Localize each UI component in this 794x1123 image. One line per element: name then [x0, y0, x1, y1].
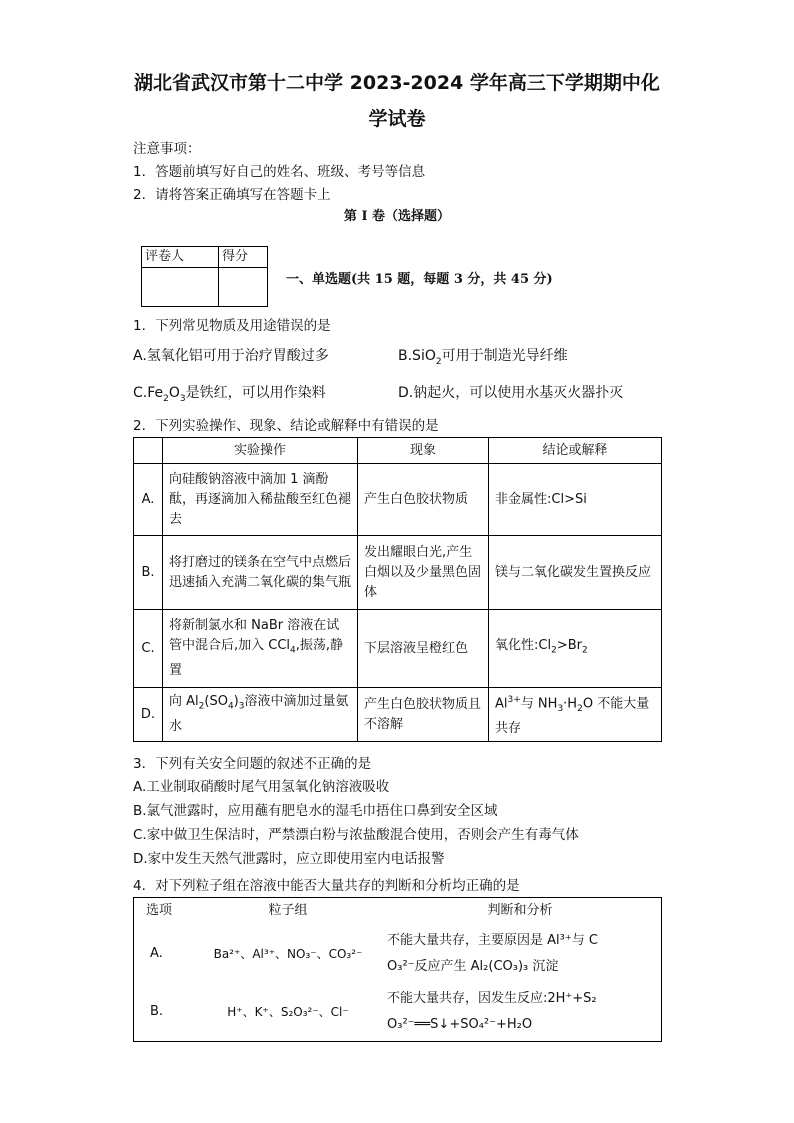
q3-option-b: B.氯气泄露时，应用蘸有肥皂水的湿毛巾捂住口鼻到安全区域 [133, 803, 498, 819]
q1-option-d: D.钠起火，可以使用水基灭火器扑灭 [398, 385, 624, 401]
section-title: 第 I 卷（选择题） [343, 209, 451, 224]
q2-conclusion: $Al^{3+}$与 $NH_3\cdot H_2O$ 不能大量共存 [489, 688, 662, 742]
page-title-line1: 湖北省武汉市第十二中学 2023-2024 学年高三下学期期中化 [134, 72, 660, 94]
q3-option-d: D.家中发生天然气泄露时，应立即使用室内电话报警 [133, 851, 445, 867]
score-col-grader: 评卷人 [142, 247, 219, 268]
q2-phenomenon: 产生白色胶状物质且不溶解 [358, 688, 489, 742]
q4-analysis: 不能大量共存，因发生反应:2H⁺+S₂ O₃²⁻══S↓+SO₄²⁻+H₂O [387, 991, 597, 1033]
q2-table [133, 437, 662, 742]
q1-option-b: B.SiO$_2$可用于制造光导纤维 [398, 348, 568, 367]
table-row [134, 688, 662, 742]
q2-operation: 将新制氯水和 NaBr 溶液在试管中混合后,加入 CCl$_4$,振荡,静置 [163, 610, 358, 688]
score-table [141, 246, 268, 307]
row-label: B. [150, 1004, 164, 1020]
q4-stem: 4．对下列粒子组在溶液中能否大量共存的判断和分析均正确的是 [133, 878, 520, 894]
q1-option-c: $C.Fe_2O_3$是铁红，可以用作染料 [133, 385, 326, 404]
q4-table [133, 897, 662, 1042]
table-row [134, 610, 662, 688]
q1-stem: 1．下列常见物质及用途错误的是 [133, 318, 331, 334]
q2-phenomenon: 产生白色胶状物质 [358, 464, 489, 536]
notice-item: 1．答题前填写好自己的姓名、班级、考号等信息 [133, 164, 426, 180]
row-label: A. [150, 945, 163, 961]
page-title-line2: 学试卷 [368, 108, 426, 130]
part1-heading: 一、单选题(共 15 题，每题 3 分，共 45 分) [286, 272, 553, 287]
notice-header: 注意事项： [133, 141, 201, 157]
q2-header: 现象 [358, 438, 489, 464]
row-label: A. [134, 464, 163, 536]
q2-header: 实验操作 [163, 438, 358, 464]
table-row [134, 536, 662, 610]
q1-option-a: A.氢氧化铝可用于治疗胃酸过多 [133, 348, 329, 364]
q2-conclusion: 镁与二氧化碳发生置换反应 [489, 536, 662, 610]
q2-operation: 向硅酸钠溶液中滴加 1 滴酚酞，再逐滴加入稀盐酸至红色褪去 [163, 464, 358, 536]
row-label: D. [134, 688, 163, 742]
score-cell[interactable] [142, 268, 219, 307]
q3-option-c: C.家中做卫生保洁时，严禁漂白粉与浓盐酸混合使用，否则会产生有毒气体 [133, 827, 579, 843]
q2-stem: 2．下列实验操作、现象、结论或解释中有错误的是 [133, 418, 439, 434]
notice-item: 2．请将答案正确填写在答题卡上 [133, 187, 331, 203]
score-col-points: 得分 [219, 247, 268, 268]
q4-particles: H⁺、K⁺、S₂O₃²⁻、Cl⁻ [227, 1005, 349, 1020]
q2-operation: 向 $Al_2(SO_4)_3$溶液中滴加过量氨水 [163, 688, 358, 742]
q2-phenomenon: 下层溶液呈橙红色 [358, 610, 489, 688]
q2-conclusion: 非金属性:Cl>Si [489, 464, 662, 536]
row-label: C. [134, 610, 163, 688]
q4-header: 粒子组 [268, 902, 308, 918]
row-label: B. [134, 536, 163, 610]
q3-option-a: A.工业制取硝酸时尾气用氢氧化钠溶液吸收 [133, 779, 390, 795]
q4-header: 判断和分析 [487, 902, 553, 918]
q2-phenomenon: 发出耀眼白光,产生白烟以及少量黑色固体 [358, 536, 489, 610]
q2-conclusion: 氧化性$:Cl_2>Br_2$ [489, 610, 662, 688]
score-cell[interactable] [219, 268, 268, 307]
q3-stem: 3．下列有关安全问题的叙述不正确的是 [133, 756, 372, 772]
q4-analysis: 不能大量共存，主要原因是 Al³⁺与 C O₃²⁻反应产生 Al₂(CO₃)₃ 沉淀 [387, 932, 598, 974]
table-row [134, 984, 662, 1042]
table-row [134, 924, 662, 984]
q2-header: 结论或解释 [489, 438, 662, 464]
q2-operation: 将打磨过的镁条在空气中点燃后迅速插入充满二氧化碳的集气瓶 [163, 536, 358, 610]
q4-particles: Ba²⁺、Al³⁺、NO₃⁻、CO₃²⁻ [213, 946, 363, 961]
q4-header: 选项 [146, 902, 173, 918]
table-row [134, 464, 662, 536]
